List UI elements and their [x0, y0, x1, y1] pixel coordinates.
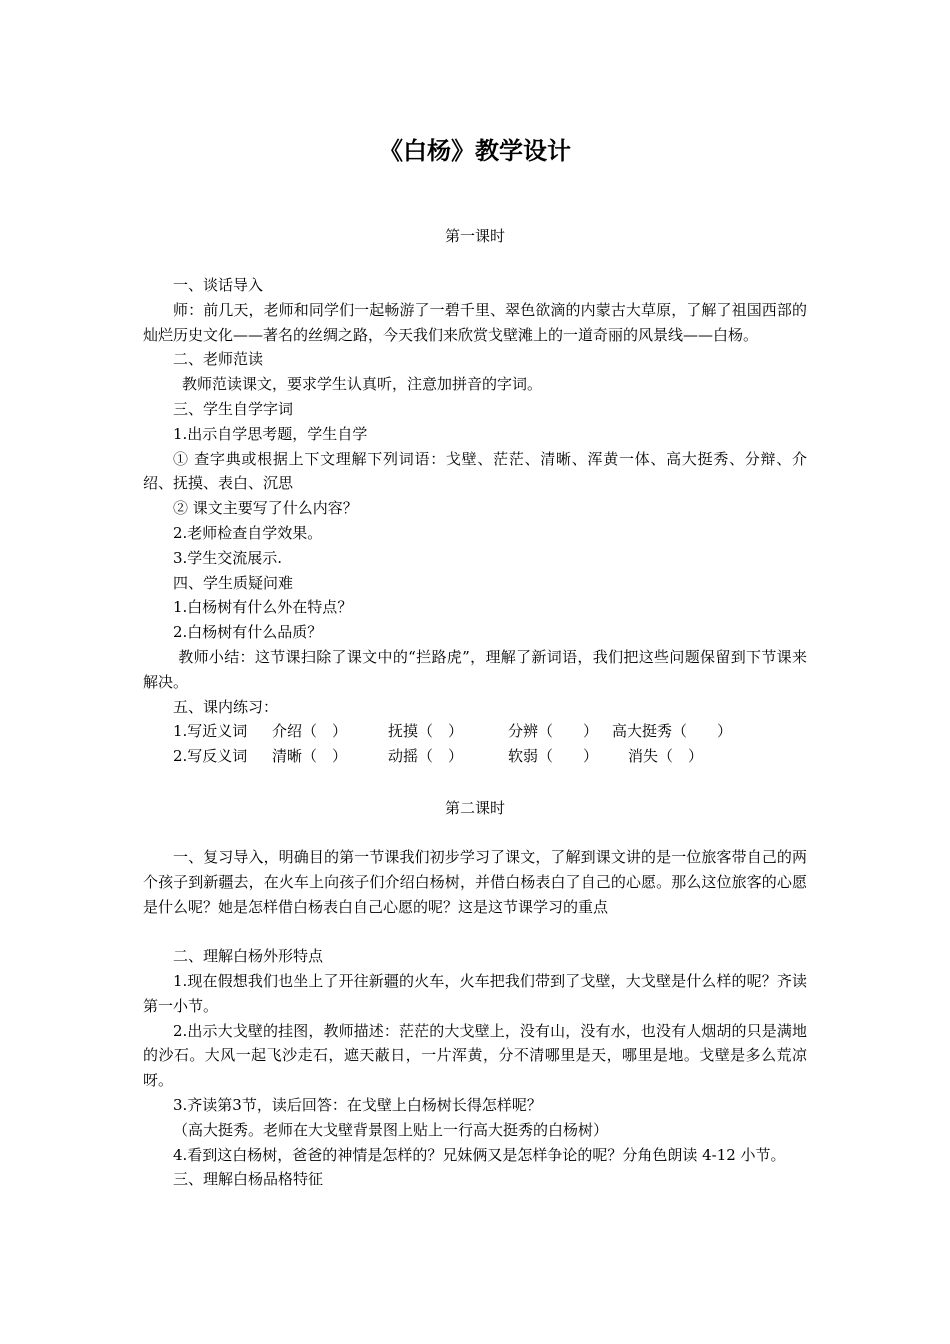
paragraph-answer-note: （高大挺秀。老师在大戈壁背景图上贴上一行高大挺秀的白杨树） [173, 1120, 609, 1139]
heading-teacher-reading: 二、老师范读 [173, 350, 264, 369]
document-title: 《白杨》教学设计 [379, 137, 571, 165]
exercise-item: 分辨（ ） [508, 722, 599, 741]
list-item-share: 3.学生交流展示. [173, 548, 283, 567]
heading-shape-features: 二、理解白杨外形特点 [173, 947, 324, 966]
paragraph-teacher-summary: 教师小结：这节课扫除了课文中的“拦路虎”，理解了新词语，我们把这些问题保留到下节课来解决。 [143, 647, 807, 691]
list-item-self-study-1: 1.出示自学思考题，学生自学 [173, 424, 368, 443]
exercise-item: 动摇（ ） [388, 747, 464, 766]
exercise-row-synonyms [143, 719, 807, 744]
heading-exercises: 五、课内练习： [173, 697, 279, 716]
exercise-item: 高大挺秀（ ） [612, 722, 733, 741]
exercise-item: 抚摸（ ） [388, 722, 464, 741]
list-item-role-reading: 4.看到这白杨树，爸爸的神情是怎样的？兄妹俩又是怎样争论的呢？分角色朗读 4-12 小节。 [173, 1145, 786, 1164]
list-item-question-1: 1.白杨树有什么外在特点？ [173, 598, 353, 617]
lesson2-heading: 第二课时 [444, 799, 505, 817]
heading-questions: 四、学生质疑问难 [173, 573, 294, 592]
exercise-row-antonyms [143, 744, 807, 769]
lesson2-body [143, 845, 807, 1192]
list-item-read-section-3: 3.齐读第3节，读后回答：在戈壁上白杨树长得怎样呢？ [173, 1095, 542, 1114]
list-item-vocabulary: ① 查字典或根据上下文理解下列词语：戈壁、茫茫、清晰、浑黄一体、高大挺秀、分辩、介绍、抚摸、表白、沉思 [143, 449, 807, 493]
list-item-train: 1.现在假想我们也坐上了开往新疆的火车，火车把我们带到了戈壁，大戈壁是什么样的呢？齐读第一小节。 [143, 971, 807, 1015]
exercise-label: 1.写近义词 [173, 722, 248, 741]
paragraph-teacher-intro: 师：前几天，老师和同学们一起畅游了一碧千里、翠色欲滴的内蒙古大草原，了解了祖国西部的灿烂历史文化——著名的丝绸之路，今天我们来欣赏戈壁滩上的一道奇丽的风景线——白杨。 [143, 300, 807, 344]
heading-character-features: 三、理解白杨品格特征 [173, 1170, 324, 1189]
exercise-item: 消失（ ） [628, 747, 704, 766]
exercise-item: 介绍（ ） [272, 722, 348, 741]
exercise-item: 清晰（ ） [272, 747, 348, 766]
blank-line [143, 919, 807, 944]
list-item-question-2: 2.白杨树有什么品质？ [173, 623, 323, 642]
heading-self-study: 三、学生自学字词 [173, 399, 294, 418]
list-item-desert-image: 2.出示大戈壁的挂图，教师描述：茫茫的大戈壁上，没有山，没有水，也没有人烟胡的只是满地的沙石。大风一起飞沙走石，遮天蔽日，一片浑黄，分不清哪里是天，哪里是地。戈壁是多么荒凉呀。 [143, 1021, 807, 1090]
list-item-main-content: ② 课文主要写了什么内容？ [173, 499, 358, 518]
lesson1-heading: 第一课时 [444, 227, 505, 245]
exercise-item: 软弱（ ） [508, 747, 599, 766]
lesson1-body [143, 273, 807, 769]
exercise-label: 2.写反义词 [173, 747, 248, 766]
heading-intro: 一、谈话导入 [173, 276, 264, 294]
paragraph-review-intro: 一、复习导入，明确目的第一节课我们初步学习了课文，了解到课文讲的是一位旅客带自己的两个孩子到新疆去，在火车上向孩子们介绍白杨树，并借白杨表白了自己的心愿。那么这位旅客的心愿是什么呢？她是怎样借白杨表白自己心愿的呢？这是这节课学习的重点 [143, 848, 807, 916]
list-item-check: 2.老师检查自学效果。 [173, 523, 323, 542]
paragraph-teacher-reading: 教师范读课文，要求学生认真听，注意加拼音的字词。 [182, 375, 543, 394]
